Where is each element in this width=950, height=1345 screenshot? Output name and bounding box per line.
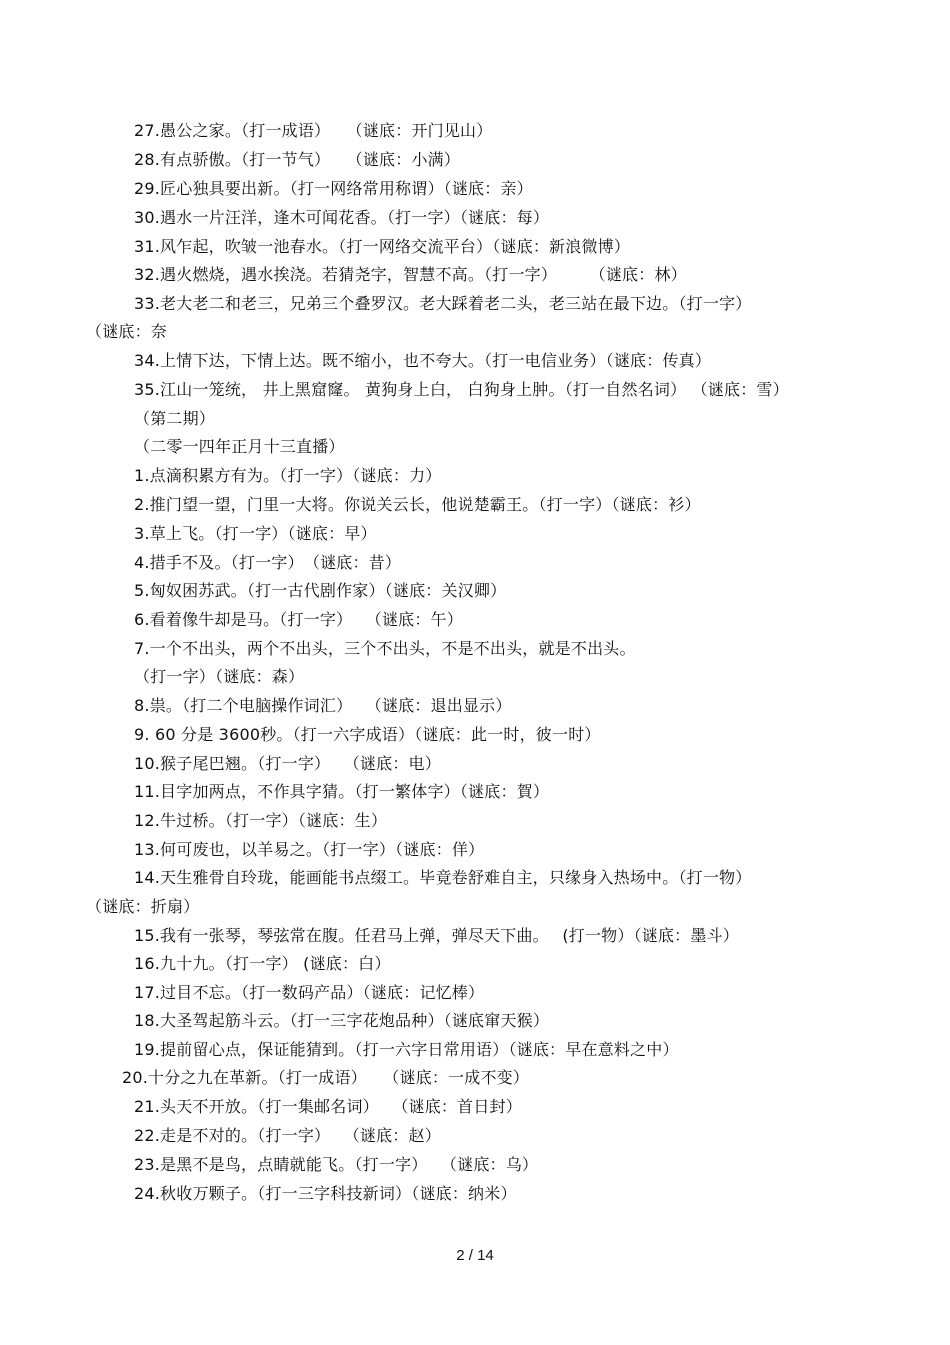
riddle-line: 32.遇火燃烧，遇水挨浇。若猜尧字，智慧不高。（打一字） （谜底：林） xyxy=(134,265,687,284)
riddle-line: 13.何可废也，以羊易之。（打一字）（谜底：佯） xyxy=(134,840,485,859)
riddle-line: 24.秋收万颗子。（打一三字科技新词）（谜底：纳米） xyxy=(134,1184,517,1203)
section-heading: （二零一四年正月十三直播） xyxy=(134,437,345,456)
riddle-line: 21.头天不开放。（打一集邮名词） （谜底：首日封） xyxy=(134,1097,522,1116)
riddle-line: 33.老大老二和老三，兄弟三个叠罗汉。老大踩着老二头，老三站在最下边。（打一字） xyxy=(134,294,752,313)
riddle-line: 17.过目不忘。（打一数码产品）（谜底：记忆棒） xyxy=(134,983,485,1002)
riddle-line: （谜底：折扇） xyxy=(86,897,200,916)
riddle-line: 4.措手不及。（打一字） （谜底：昔） xyxy=(134,553,402,572)
riddle-line: 11.目字加两点，不作具字猜。（打一繁体字）（谜底：賀） xyxy=(134,782,550,801)
riddle-line: 22.走是不对的。（打一字） （谜底：赵） xyxy=(134,1126,441,1145)
riddle-line: （谜底：奈 xyxy=(86,322,168,341)
riddle-line: 12.牛过桥。（打一字）（谜底：生） xyxy=(134,811,388,830)
riddle-line: 28.有点骄傲。（打一节气） （谜底：小满） xyxy=(134,150,461,169)
riddle-line: 20.十分之九在革新。（打一成语） （谜底：一成不变） xyxy=(122,1068,530,1087)
riddle-line: （打一字）（谜底：森） xyxy=(134,667,305,686)
riddle-line: 18.大圣驾起筋斗云。（打一三字花炮品种）（谜底窜天猴） xyxy=(134,1011,550,1030)
riddle-line: 31.风乍起，吹皱一池春水。（打一网络交流平台）（谜底：新浪微博） xyxy=(134,237,631,256)
riddle-line: 14.天生雅骨自玲珑，能画能书点缀工。毕竟卷舒难自主，只缘身入热场中。（打一物） xyxy=(134,868,752,887)
riddle-line: 30.遇水一片汪洋，逢木可闻花香。（打一字）（谜底：每） xyxy=(134,208,550,227)
riddle-line: 2.推门望一望，门里一大将。你说关云长，他说楚霸王。（打一字）（谜底：衫） xyxy=(134,495,701,514)
riddle-line: 19.提前留心点，保证能猜到。（打一六字日常用语）（谜底：早在意料之中） xyxy=(134,1040,679,1059)
riddle-line: 3.草上飞。（打一字）（谜底：早） xyxy=(134,524,377,543)
riddle-line: 7.一个不出头，两个不出头，三个不出头，不是不出头，就是不出头。 xyxy=(134,639,636,658)
riddle-line: 5.匈奴困苏武。（打一古代剧作家）（谜底：关汉卿） xyxy=(134,581,507,600)
riddle-line: 9. 60 分是 3600秒。（打一六字成语）（谜底：此一时，彼一时） xyxy=(134,725,601,744)
section-heading: （第二期） xyxy=(134,409,216,428)
riddle-line: 23.是黑不是鸟，点睛就能飞。（打一字） （谜底：乌） xyxy=(134,1155,539,1174)
riddle-line: 10.猴子尾巴翘。（打一字） （谜底：电） xyxy=(134,754,441,773)
riddle-line: 1.点滴积累方有为。（打一字）（谜底：力） xyxy=(134,466,442,485)
riddle-line: 29.匠心独具要出新。（打一网络常用称谓）（谜底：亲） xyxy=(134,179,533,198)
riddle-line: 27.愚公之家。（打一成语） （谜底：开门见山） xyxy=(134,121,493,140)
riddle-line: 8.祟。（打二个电脑操作词汇） （谜底：退出显示） xyxy=(134,696,512,715)
riddle-line: 35.江山一笼统， 井上黑窟窿。 黄狗身上白， 白狗身上肿。（打一自然名词） （谜底：雪） xyxy=(134,380,789,399)
page-number: 2 / 14 xyxy=(456,1247,494,1264)
riddle-line: 15.我有一张琴，琴弦常在腹。任君马上弹，弹尽天下曲。 (打一物）（谜底：墨斗） xyxy=(134,926,739,945)
riddle-line: 16.九十九。（打一字） (谜底：白） xyxy=(134,954,391,973)
riddle-line: 6.看着像牛却是马。（打一字） （谜底：午） xyxy=(134,610,463,629)
riddle-line: 34.上情下达，下情上达。既不缩小，也不夸大。（打一电信业务）（谜底：传真） xyxy=(134,351,712,370)
